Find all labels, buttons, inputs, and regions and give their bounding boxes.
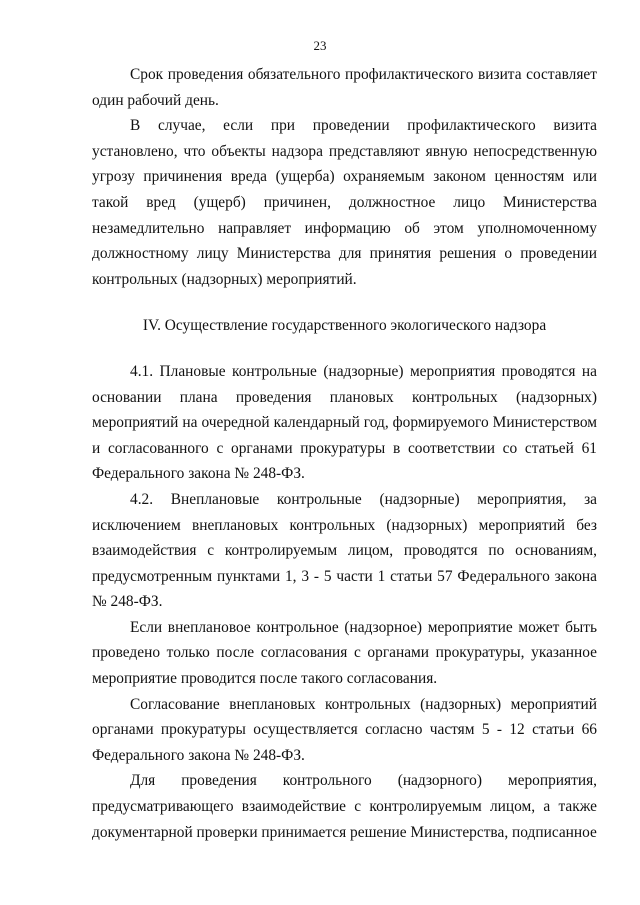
paragraph-decision: Для проведения контрольного (надзорного) мероприятия, предусматривающего взаимодействие с контролируемым лицом, а также документарной проверки принимается решение Министерства, подписанное: [92, 772, 597, 841]
paragraph-4-1: 4.1. Плановые контрольные (надзорные) мероприятия проводятся на основании плана проведения плановых контрольных (надзорных) мероприятий на очередной календарный год, формируемого Министерством и согласованного с органами прокуратуры в соответствии со статьей 61 Федерального закона № 248-ФЗ.: [92, 362, 597, 483]
paragraph-prosecutor-approval: Если внеплановое контрольное (надзорное) мероприятие может быть проведено только после согласования с органами прокуратуры, указанное мероприятие проводится после такого согласования.: [92, 618, 597, 688]
page-number: 23: [313, 38, 327, 53]
paragraph-4-2: 4.2. Внеплановые контрольные (надзорные) мероприятия, за исключением внеплановых контрольных (надзорных) мероприятий без взаимодействия с контролируемым лицом, проводятся по основаниям, предусмотренным пунктами 1, 3 - 5 части 1 статьи 57 Федерального закона № 248-ФЗ.: [92, 490, 597, 611]
paragraph-visit-duration: Срок проведения обязательного профилактического визита составляет один рабочий день.: [92, 66, 597, 109]
section-heading: IV. Осуществление государственного экологического надзора: [142, 317, 547, 335]
document-body: [92, 62, 597, 845]
paragraph-approval-procedure: Согласование внеплановых контрольных (надзорных) мероприятий органами прокуратуры осуществляется согласно частям 5 - 12 статьи 66 Федерального закона № 248-ФЗ.: [92, 695, 597, 764]
paragraph-threat-notification: В случае, если при проведении профилактического визита установлено, что объекты надзора представляют явную непосредственную угрозу причинения вреда (ущерба) охраняемым законом ценностям или такой вред (ущерб) причинен, должностное лицо Министерства незамедлительно направляет информацию об этом уполномоченному должностному лицу Министерства для принятия решения о проведении контрольных (надзорных) мероприятий.: [92, 117, 597, 288]
